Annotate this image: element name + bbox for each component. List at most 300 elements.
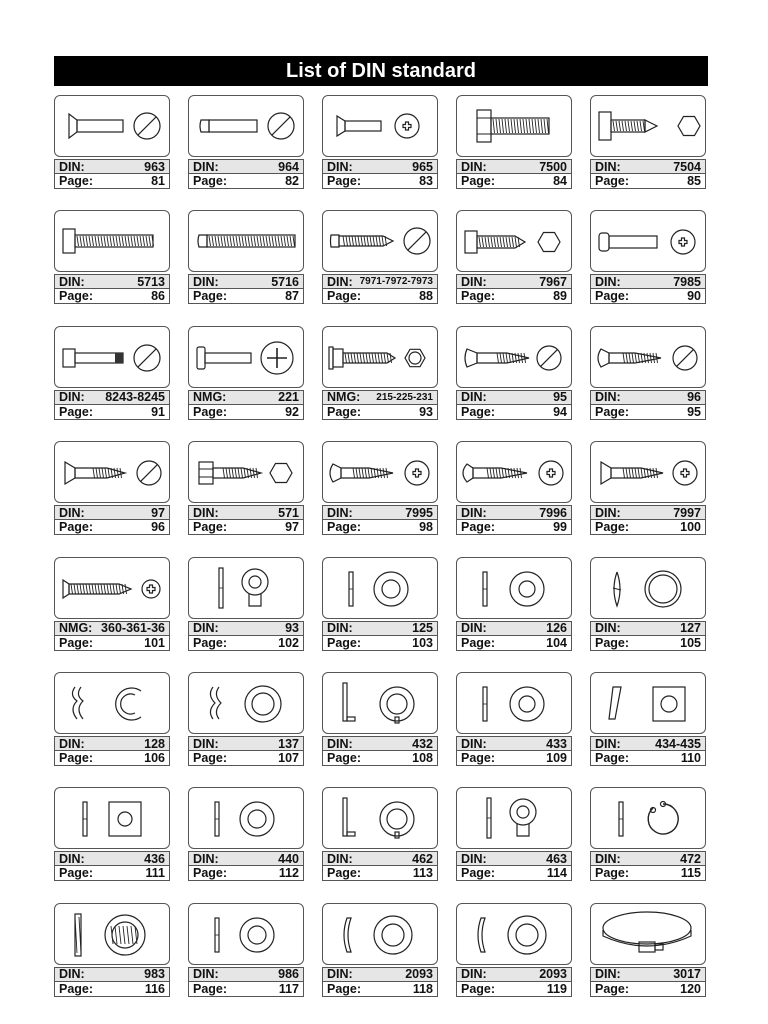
standard-row [456, 159, 572, 174]
din-item-card [456, 557, 572, 651]
din-item-card [456, 210, 572, 304]
page-number: 108 [412, 751, 433, 765]
fastener-illustration [322, 210, 438, 272]
standard-row [188, 621, 304, 636]
page-label: Page: [595, 981, 630, 996]
din-item-card [590, 672, 706, 766]
page-row [54, 866, 170, 881]
standard-label: DIN: [59, 967, 85, 982]
standard-label: DIN: [461, 851, 487, 866]
page-row [456, 405, 572, 420]
standard-number: 5713 [137, 274, 165, 289]
din-item-card [188, 557, 304, 651]
fastener-drawing [457, 558, 571, 618]
fastener-illustration [456, 95, 572, 157]
page-number: 82 [285, 174, 299, 188]
din-item-card [456, 672, 572, 766]
standard-row [54, 967, 170, 982]
fastener-drawing [55, 96, 169, 156]
page-number: 95 [687, 404, 701, 419]
standard-row [188, 274, 304, 289]
din-item-card [456, 95, 572, 189]
fastener-illustration [188, 557, 304, 619]
page-row [590, 636, 706, 651]
standard-number: 7971-7972-7973 [359, 276, 433, 288]
page-label: Page: [193, 866, 228, 881]
fastener-illustration [456, 903, 572, 965]
standard-number: 97 [151, 505, 165, 520]
fastener-drawing [189, 442, 303, 502]
fastener-illustration [590, 326, 706, 388]
standard-label: DIN: [595, 505, 621, 520]
standard-number: 2093 [405, 967, 433, 982]
din-item-card [590, 903, 706, 997]
din-item-card [456, 441, 572, 535]
page-row [322, 405, 438, 420]
standard-number: 125 [412, 621, 433, 636]
standard-row [590, 621, 706, 636]
page-number: 109 [546, 751, 567, 765]
standard-number: 472 [680, 851, 701, 866]
standard-label: DIN: [59, 159, 85, 174]
page-label: Page: [59, 404, 94, 419]
fastener-illustration [188, 903, 304, 965]
page-label: Page: [327, 635, 362, 650]
page-label: Page: [327, 981, 362, 996]
standard-label: DIN: [461, 159, 487, 174]
standard-label: DIN: [461, 736, 487, 751]
page-number: 100 [680, 520, 701, 535]
din-item-card [188, 672, 304, 766]
standard-number: 440 [278, 851, 299, 866]
page-label: Page: [327, 520, 362, 535]
standard-row [322, 390, 438, 405]
page-row [590, 866, 706, 881]
page-label: Page: [193, 289, 228, 304]
standard-number: 127 [680, 621, 701, 636]
page-label: Page: [595, 635, 630, 650]
standard-number: 95 [553, 390, 567, 405]
standard-label: DIN: [595, 736, 621, 751]
page-number: 97 [285, 520, 299, 535]
din-item-card [322, 326, 438, 420]
page-label: Page: [327, 866, 362, 881]
page-number: 92 [285, 404, 299, 419]
standard-number: 215-225-231 [376, 391, 433, 403]
fastener-illustration [590, 210, 706, 272]
page-row [322, 289, 438, 304]
standard-row [188, 505, 304, 520]
fastener-illustration [590, 672, 706, 734]
din-item-card [188, 903, 304, 997]
page-number: 83 [419, 174, 433, 188]
fastener-drawing [55, 673, 169, 733]
page-label: Page: [327, 289, 362, 304]
standard-number: 360-361-36 [101, 621, 165, 636]
standard-row [54, 851, 170, 866]
page-row [54, 289, 170, 304]
standard-label: DIN: [59, 390, 85, 405]
page-label: Page: [59, 751, 94, 765]
fastener-drawing [323, 904, 437, 964]
fastener-illustration [54, 672, 170, 734]
fastener-illustration [188, 210, 304, 272]
standard-number: 126 [546, 621, 567, 636]
standard-row [322, 159, 438, 174]
fastener-drawing [591, 788, 705, 848]
fastener-drawing [55, 904, 169, 964]
page-label: Page: [461, 981, 496, 996]
page-row [456, 866, 572, 881]
standard-number: 571 [278, 505, 299, 520]
standard-label: DIN: [461, 505, 487, 520]
standard-label: DIN: [193, 736, 219, 751]
page-row [188, 982, 304, 997]
page-label: Page: [59, 635, 94, 650]
fastener-illustration [188, 326, 304, 388]
standard-number: 7985 [673, 274, 701, 289]
page-label: Page: [595, 174, 630, 188]
standard-row [456, 274, 572, 289]
standard-label: DIN: [193, 505, 219, 520]
din-item-card [322, 441, 438, 535]
page-row [188, 405, 304, 420]
page-row [456, 751, 572, 766]
standard-label: DIN: [595, 159, 621, 174]
fastener-illustration [54, 903, 170, 965]
fastener-drawing [457, 327, 571, 387]
fastener-drawing [323, 327, 437, 387]
page-number: 84 [553, 174, 567, 188]
fastener-drawing [591, 211, 705, 271]
standard-row [188, 736, 304, 751]
standard-label: DIN: [193, 851, 219, 866]
page-number: 90 [687, 289, 701, 304]
page-row [322, 174, 438, 189]
page-number: 94 [553, 404, 567, 419]
page-label: Page: [59, 174, 94, 188]
standard-row [456, 736, 572, 751]
fastener-drawing [457, 96, 571, 156]
standard-row [590, 736, 706, 751]
fastener-illustration [54, 557, 170, 619]
standard-label: DIN: [461, 621, 487, 636]
standard-row [590, 967, 706, 982]
standard-number: 93 [285, 621, 299, 636]
page-label: Page: [193, 751, 228, 765]
standard-label: DIN: [59, 505, 85, 520]
page-number: 107 [278, 751, 299, 765]
fastener-drawing [189, 673, 303, 733]
standard-row [54, 159, 170, 174]
standard-number: 221 [278, 390, 299, 405]
page-row [322, 520, 438, 535]
fastener-illustration [456, 672, 572, 734]
standard-number: 965 [412, 159, 433, 174]
fastener-drawing [323, 788, 437, 848]
fastener-drawing [323, 673, 437, 733]
fastener-drawing [189, 327, 303, 387]
page-label: Page: [193, 174, 228, 188]
fastener-drawing [591, 904, 705, 964]
standard-label: NMG: [59, 621, 93, 636]
page-label: Page: [59, 520, 94, 535]
standard-label: DIN: [327, 505, 353, 520]
din-item-card [54, 441, 170, 535]
page-number: 85 [687, 174, 701, 188]
page-number: 105 [680, 635, 701, 650]
fastener-illustration [54, 441, 170, 503]
page-label: Page: [461, 289, 496, 304]
din-item-card [590, 557, 706, 651]
fastener-illustration [54, 95, 170, 157]
standard-row [322, 274, 438, 289]
standard-label: DIN: [327, 851, 353, 866]
fastener-drawing [457, 211, 571, 271]
standard-label: DIN: [461, 390, 487, 405]
page-number: 87 [285, 289, 299, 304]
fastener-drawing [189, 558, 303, 618]
din-item-card [54, 787, 170, 881]
page-number: 110 [680, 751, 701, 765]
fastener-drawing [591, 442, 705, 502]
fastener-illustration [188, 672, 304, 734]
din-item-card [54, 210, 170, 304]
page-row [456, 636, 572, 651]
page-row [188, 751, 304, 766]
page-row [590, 520, 706, 535]
fastener-drawing [55, 211, 169, 271]
page-row [322, 636, 438, 651]
fastener-illustration [322, 326, 438, 388]
page-label: Page: [327, 751, 362, 765]
page-label: Page: [461, 520, 496, 535]
standard-row [590, 390, 706, 405]
page-number: 81 [151, 174, 165, 188]
standard-row [322, 505, 438, 520]
page-row [188, 289, 304, 304]
standard-row [590, 851, 706, 866]
standard-label: DIN: [59, 736, 85, 751]
standard-number: 963 [144, 159, 165, 174]
fastener-drawing [55, 788, 169, 848]
page-label: Page: [461, 174, 496, 188]
page-row [188, 174, 304, 189]
fastener-illustration [590, 557, 706, 619]
standard-label: DIN: [595, 274, 621, 289]
standard-row [188, 967, 304, 982]
standard-number: 433 [546, 736, 567, 751]
standard-row [188, 851, 304, 866]
fastener-illustration [322, 557, 438, 619]
standard-label: DIN: [193, 274, 219, 289]
din-item-card [322, 557, 438, 651]
fastener-drawing [323, 211, 437, 271]
standard-label: DIN: [193, 621, 219, 636]
page-label: Page: [461, 866, 496, 881]
din-item-card [322, 672, 438, 766]
page-number: 104 [546, 635, 567, 650]
fastener-drawing [457, 904, 571, 964]
din-item-card [322, 903, 438, 997]
page-row [54, 751, 170, 766]
standard-number: 5716 [271, 274, 299, 289]
fastener-drawing [323, 96, 437, 156]
standard-row [54, 390, 170, 405]
page-number: 91 [151, 404, 165, 419]
page-number: 115 [680, 866, 701, 881]
standard-number: 128 [144, 736, 165, 751]
fastener-illustration [456, 210, 572, 272]
page-number: 98 [419, 520, 433, 535]
page-number: 106 [144, 751, 165, 765]
page-row [188, 520, 304, 535]
din-item-card [322, 210, 438, 304]
standard-number: 432 [412, 736, 433, 751]
page-number: 89 [553, 289, 567, 304]
din-item-card [188, 787, 304, 881]
standard-row [322, 736, 438, 751]
page-number: 117 [278, 981, 299, 996]
din-item-card [590, 787, 706, 881]
page-row [590, 405, 706, 420]
din-item-card [188, 441, 304, 535]
din-item-card [590, 95, 706, 189]
page-number: 96 [151, 520, 165, 535]
page-label: Page: [59, 981, 94, 996]
page-row [54, 982, 170, 997]
page-number: 102 [278, 635, 299, 650]
fastener-drawing [323, 558, 437, 618]
standard-number: 8243-8245 [105, 390, 165, 405]
fastener-illustration [188, 95, 304, 157]
page-row [590, 751, 706, 766]
page-number: 118 [412, 981, 433, 996]
fastener-illustration [590, 903, 706, 965]
page-row [322, 866, 438, 881]
page-row [322, 751, 438, 766]
fastener-drawing [189, 788, 303, 848]
standard-label: DIN: [327, 736, 353, 751]
din-item-card [54, 326, 170, 420]
fastener-illustration [54, 787, 170, 849]
standard-number: 3017 [673, 967, 701, 982]
standard-label: DIN: [595, 390, 621, 405]
page-number: 93 [419, 404, 433, 419]
standard-label: DIN: [595, 967, 621, 982]
fastener-drawing [591, 673, 705, 733]
page-row [54, 174, 170, 189]
page-label: Page: [461, 635, 496, 650]
page-label: Page: [595, 289, 630, 304]
fastener-drawing [591, 96, 705, 156]
standard-number: 7997 [673, 505, 701, 520]
standard-row [322, 621, 438, 636]
din-item-card [590, 210, 706, 304]
standard-row [54, 505, 170, 520]
page-number: 99 [553, 520, 567, 535]
standard-number: 983 [144, 967, 165, 982]
page-title: List of DIN standard [54, 56, 708, 86]
page-label: Page: [595, 866, 630, 881]
standard-label: DIN: [595, 621, 621, 636]
standard-label: DIN: [595, 851, 621, 866]
fastener-drawing [323, 442, 437, 502]
standard-row [590, 505, 706, 520]
page-label: Page: [59, 289, 94, 304]
fastener-drawing [457, 442, 571, 502]
standard-row [188, 390, 304, 405]
fastener-illustration [456, 326, 572, 388]
standard-row [54, 274, 170, 289]
page-row [456, 174, 572, 189]
din-item-card [54, 903, 170, 997]
standard-label: DIN: [327, 621, 353, 636]
standard-number: 7967 [539, 274, 567, 289]
fastener-illustration [456, 441, 572, 503]
page-row [322, 982, 438, 997]
din-item-card [590, 441, 706, 535]
page-row [590, 289, 706, 304]
page-number: 111 [145, 866, 165, 881]
page-label: Page: [595, 751, 630, 765]
standard-number: 7500 [539, 159, 567, 174]
standard-label: DIN: [327, 159, 353, 174]
page-label: Page: [193, 635, 228, 650]
fastener-drawing [591, 327, 705, 387]
page-number: 114 [546, 866, 567, 881]
fastener-illustration [322, 441, 438, 503]
standard-number: 7996 [539, 505, 567, 520]
page-number: 103 [412, 635, 433, 650]
fastener-illustration [590, 95, 706, 157]
din-item-card [188, 95, 304, 189]
fastener-illustration [188, 787, 304, 849]
din-item-card [456, 903, 572, 997]
page-row [188, 636, 304, 651]
standard-row [456, 621, 572, 636]
standard-row [456, 505, 572, 520]
standard-label: DIN: [327, 967, 353, 982]
din-item-card [188, 210, 304, 304]
fastener-drawing [457, 673, 571, 733]
standard-row [54, 736, 170, 751]
standard-label: DIN: [59, 274, 85, 289]
standard-number: 7504 [673, 159, 701, 174]
standard-number: 986 [278, 967, 299, 982]
page-number: 113 [412, 866, 433, 881]
standard-number: 96 [687, 390, 701, 405]
standard-label: NMG: [193, 390, 227, 405]
page-number: 86 [151, 289, 165, 304]
standard-number: 436 [144, 851, 165, 866]
standard-row [456, 851, 572, 866]
page-row [54, 520, 170, 535]
din-item-card [54, 557, 170, 651]
fastener-drawing [189, 96, 303, 156]
fastener-illustration [322, 787, 438, 849]
fastener-illustration [456, 557, 572, 619]
standard-row [590, 159, 706, 174]
page-row [456, 982, 572, 997]
fastener-illustration [590, 441, 706, 503]
page-number: 101 [144, 635, 165, 650]
standard-row [322, 851, 438, 866]
page-label: Page: [327, 404, 362, 419]
standard-label: NMG: [327, 390, 361, 405]
page-label: Page: [193, 520, 228, 535]
page-number: 112 [278, 866, 299, 881]
